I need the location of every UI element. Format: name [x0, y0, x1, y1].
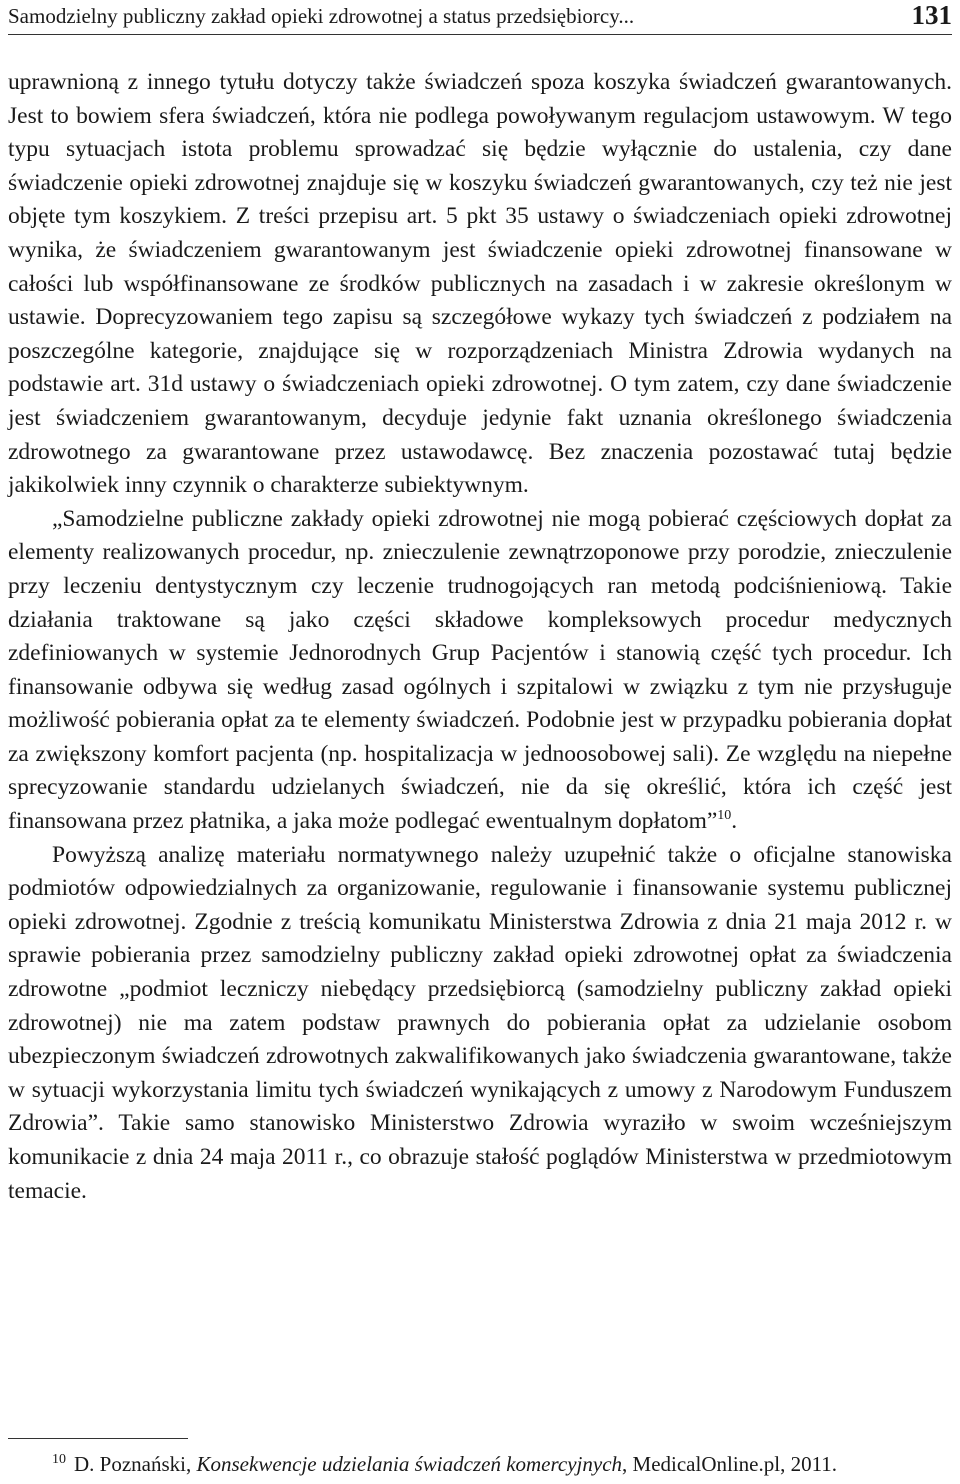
- paragraph-1: uprawnioną z innego tytułu dotyczy także świadczeń spoza koszyka świadczeń gwarantowanych. Jest to bowiem sfera świadczeń, która nie podlega powoływanym regulacjom ustawowym. W tego typu sytuacjach istota problemu sprowadzać się będzie wyłącznie do ustalenia, czy dane świadczenie opieki zdrowotnej znajduje się w koszyku świadczeń gwarantowanych, czy też nie jest objęte tym koszykiem. Z treści przepisu art. 5 pkt 35 ustawy o świadczeniach opieki zdrowotnej wynika, że świadczeniem gwarantowanym jest świadczenie opieki zdrowotnej finansowane w całości lub współfinansowane ze środków publicznych na zasadach i w zakresie określonym w ustawie. Doprecyzowaniem tego zapisu są szczegółowe wykazy tych świadczeń z podziałem na poszczególne kategorie, znajdujące się w rozporządzeniach Ministra Zdrowia wydanych na podstawie art. 31d ustawy o świadczeniach opieki zdrowotnej. O tym zatem, czy dane świadczenie jest świadczeniem gwarantowanym, decyduje jedynie fakt uznania określonego świadczenia zdrowotnego za gwarantowane przez ustawodawcę. Bez znaczenia pozostawać tutaj będzie jakikolwiek inny czynnik o charakterze subiektywnym.: [8, 69, 952, 499]
- footnote-number: 10: [52, 1452, 66, 1467]
- footnote: [8, 1446, 952, 1478]
- footnote-author: D. Poznański,: [74, 1452, 192, 1476]
- page-number: 131: [911, 0, 952, 30]
- footnote-rest: , MedicalOnline.pl, 2011.: [622, 1452, 838, 1476]
- footnote-title: Konsekwencje udzielania świadczeń komercyjnych: [196, 1452, 623, 1476]
- footnote-reference: 10: [717, 808, 732, 824]
- quote-text: „Samodzielne publiczne zakłady opieki zdrowotnej nie mogą pobierać częściowych dopłat za elementy realizowanych procedur, np. znieczulenie zewnątrzoponowe przy porodzie, znieczulenie przy leczeniu dentystycznym czy leczenie trudnogojących ran metodą podciśnieniową. Takie działania traktowane są jako części składowe kompleksowych procedur medycznych zdefiniowanych w systemie Jednorodnych Grup Pacjentów i stanowią część tych procedur. Ich finansowanie odbywa się według zasad ogólnych i szpitalowi w związku z tym nie przysługuje możliwość pobierania opłat za te elementy świadczeń. Podobnie jest w przypadku pobierania dopłat za zwiększony komfort pacjenta (np. hospitalizacja w jednoosobowej sali). Ze względu na niepełne sprecyzowanie standardu udzielanych świadczeń, nie da się określić, która ich część jest finansowana przez płatnika, a jaka może podlegać ewentualnym dopłatom”: [8, 505, 952, 835]
- paragraph-2-quote: [8, 503, 952, 839]
- running-head: Samodzielny publiczny zakład opieki zdrowotnej a status przedsiębiorcy...: [8, 4, 635, 28]
- page-header: [8, 0, 952, 35]
- main-text: [8, 66, 952, 1208]
- paragraph-3: Powyższą analizę materiału normatywnego należy uzupełnić także o oficjalne stanowiska podmiotów odpowiedzialnych za organizowanie, regulowanie i finansowanie systemu publicznej opieki zdrowotnej. Zgodnie z treścią komunikatu Ministerstwa Zdrowia z dnia 21 maja 2012 r. w sprawie pobierania przez samodzielny publiczny zakład opieki zdrowotnej opłat za świadczenia zdrowotne „podmiot leczniczy niebędący przedsiębiorcą (samodzielny publiczny zakład opieki zdrowotnej) nie ma zatem podstaw prawnych do pobierania opłat za udzielanie osobom ubezpieczonym świadczeń zdrowotnych zakwalifikowanych jako świadczenia gwarantowane, także w sytuacji wykorzystania limitu tych świadczeń wynikających z umowy z Narodowym Funduszem Zdrowia”. Takie samo stanowisko Ministerstwo Zdrowia wyraziło w swoim wcześniejszym komunikacie z dnia 24 maja 2011 r., co obrazuje stałość poglądów Ministerstwa w przedmiotowym temacie.: [8, 841, 952, 1204]
- quote-end: .: [731, 808, 738, 835]
- footnote-divider: [8, 1438, 188, 1439]
